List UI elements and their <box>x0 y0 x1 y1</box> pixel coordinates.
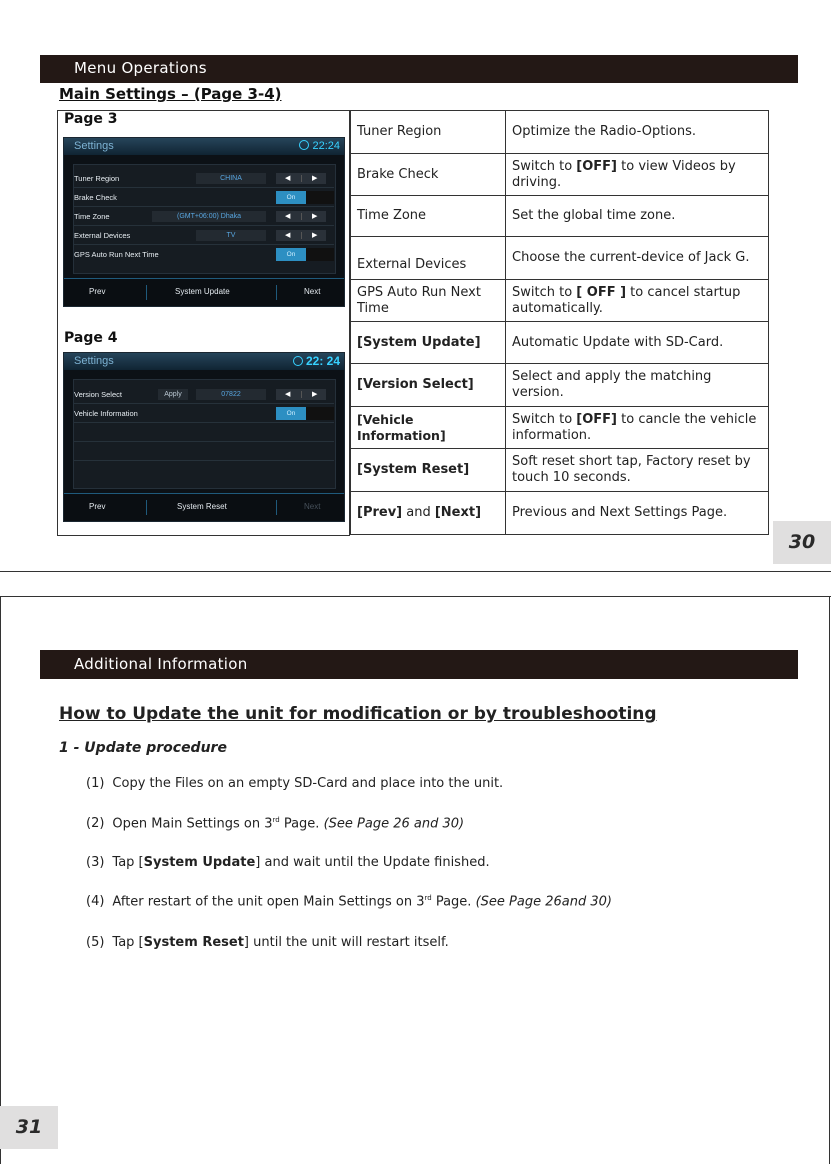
table-row: Brake Check Switch to [OFF] to view Videos by driving. <box>351 154 769 196</box>
step-1: (1) Copy the Files on an empty SD-Card and place into the unit. <box>86 776 504 791</box>
page-number-31: 31 <box>0 1106 58 1149</box>
clock-icon <box>293 356 303 366</box>
brake-check-toggle[interactable]: On <box>276 191 334 204</box>
empty-row <box>74 463 334 479</box>
screen-header <box>64 353 344 370</box>
screen-title: Settings <box>74 140 114 152</box>
screen-footer <box>64 278 344 306</box>
page-edge-right <box>829 596 830 1164</box>
table-row: External Devices Choose the current-device of Jack G. <box>351 237 769 280</box>
table-row: [Version Select] Select and apply the matching version. <box>351 364 769 407</box>
clock-icon <box>299 140 309 150</box>
row-version-select[interactable]: Version Select Apply 07822 ◀ ▶ <box>74 387 334 404</box>
row-time-zone[interactable]: Time Zone (GMT+06:00) Dhaka ◀ ▶ <box>74 209 334 226</box>
section-header-additional-information <box>40 650 798 679</box>
row-vehicle-information[interactable]: Vehicle Information On <box>74 406 334 423</box>
left-arrow-icon: ◀ <box>285 175 291 182</box>
table-row: [System Update] Automatic Update with SD-Card. <box>351 322 769 364</box>
left-arrow-icon: ◀ <box>285 391 291 398</box>
update-heading: How to Update the unit for modification or by troubleshooting <box>59 704 657 724</box>
gps-auto-run-toggle[interactable]: On <box>276 248 334 261</box>
tuner-region-value: CHINA <box>196 173 266 184</box>
system-update-button[interactable]: System Update <box>175 287 230 296</box>
table-row: [Prev] and [Next] Previous and Next Settings Page. <box>351 492 769 535</box>
empty-row <box>74 425 334 442</box>
next-button-disabled: Next <box>304 502 321 511</box>
row-brake-check[interactable]: Brake Check On <box>74 190 334 207</box>
screen-header <box>64 138 344 155</box>
section-title: Additional Information <box>74 655 248 673</box>
step-3: (3) Tap [System Update] and wait until the Update finished. <box>86 855 490 870</box>
vehicle-information-toggle[interactable]: On <box>276 407 334 420</box>
procedure-title: 1 - Update procedure <box>59 740 227 756</box>
row-external-devices[interactable]: External Devices TV ◀ ▶ <box>74 228 334 245</box>
left-arrow-icon: ◀ <box>285 213 291 220</box>
page-divider <box>0 596 831 597</box>
page-edge-left <box>0 596 1 1164</box>
settings-screen-page-3 <box>63 137 345 307</box>
section-title: Menu Operations <box>74 59 207 77</box>
time-zone-arrows[interactable] <box>276 211 326 222</box>
screen-footer <box>64 493 344 521</box>
row-gps-auto-run[interactable]: GPS Auto Run Next Time On <box>74 247 334 263</box>
version-value: 07822 <box>196 389 266 400</box>
screen-title: Settings <box>74 355 114 367</box>
prev-button[interactable]: Prev <box>89 287 106 296</box>
right-arrow-icon: ▶ <box>312 391 318 398</box>
right-arrow-icon: ▶ <box>312 175 318 182</box>
apply-button[interactable]: Apply <box>158 389 188 400</box>
prev-button[interactable]: Prev <box>89 502 106 511</box>
screen-clock: 22:24 <box>299 140 340 152</box>
page-4-label: Page 4 <box>64 330 118 346</box>
left-arrow-icon: ◀ <box>285 232 291 239</box>
external-devices-arrows[interactable] <box>276 230 326 241</box>
row-tuner-region[interactable]: Tuner Region CHINA ◀ ▶ <box>74 171 334 188</box>
empty-row <box>74 444 334 461</box>
version-arrows[interactable] <box>276 389 326 400</box>
step-4: (4) After restart of the unit open Main Settings on 3rd Page. (See Page 26and 30) <box>86 894 612 910</box>
table-row: Tuner Region Optimize the Radio-Options. <box>351 111 769 154</box>
table-row: [Vehicle Information] Switch to [OFF] to cancle the vehicle information. <box>351 407 769 449</box>
screen-clock: 22: 24 <box>293 354 340 368</box>
page-3-label: Page 3 <box>64 111 118 127</box>
page-number-30: 30 <box>773 521 831 564</box>
settings-description-table <box>350 110 769 535</box>
page-divider <box>0 571 831 572</box>
step-2: (2) Open Main Settings on 3rd Page. (See Page 26 and 30) <box>86 816 465 832</box>
tuner-region-arrows[interactable] <box>276 173 326 184</box>
table-row: Time Zone Set the global time zone. <box>351 196 769 237</box>
page-subtitle: Main Settings – (Page 3-4) <box>59 85 282 103</box>
settings-screen-page-4 <box>63 352 345 522</box>
right-arrow-icon: ▶ <box>312 232 318 239</box>
table-row: [System Reset] Soft reset short tap, Factory reset by touch 10 seconds. <box>351 449 769 492</box>
step-5: (5) Tap [System Reset] until the unit will restart itself. <box>86 935 449 950</box>
time-zone-value: (GMT+06:00) Dhaka <box>152 211 266 222</box>
system-reset-button[interactable]: System Reset <box>177 502 227 511</box>
section-header-menu-operations <box>40 55 798 83</box>
next-button[interactable]: Next <box>304 287 321 296</box>
right-arrow-icon: ▶ <box>312 213 318 220</box>
external-devices-value: TV <box>196 230 266 241</box>
table-row: GPS Auto Run Next Time Switch to [ OFF ] to cancel startup automatically. <box>351 280 769 322</box>
